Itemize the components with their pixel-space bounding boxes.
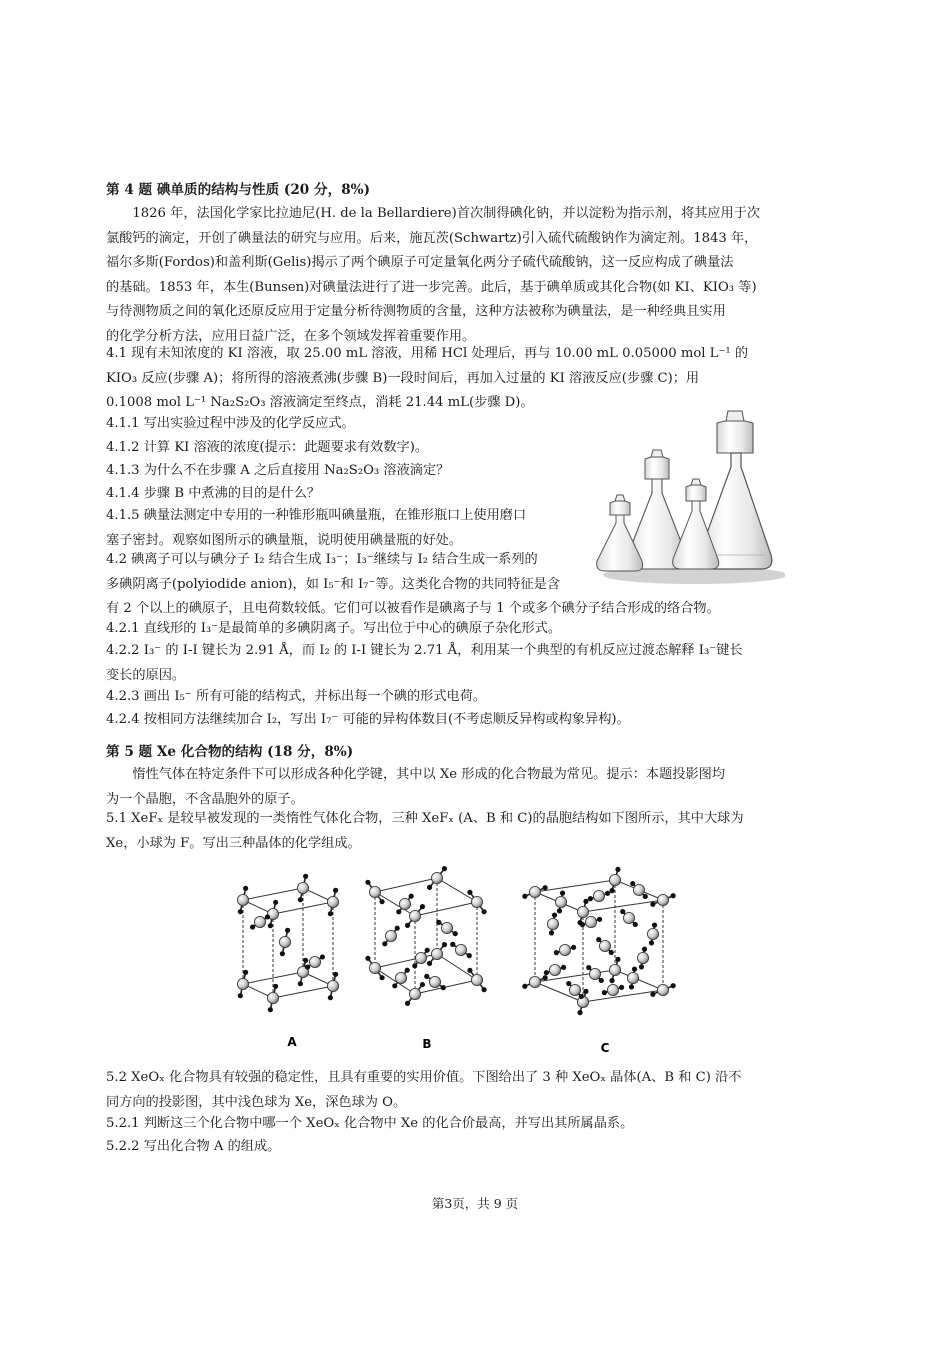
f-atom: [650, 992, 655, 997]
f-atom: [633, 922, 638, 927]
unit-cell-edge: [375, 878, 437, 892]
f-atom: [405, 923, 410, 928]
xe-atom: [549, 964, 560, 975]
q5-intro: [106, 763, 806, 812]
crystal-structure-c: [522, 867, 675, 1015]
f-atom: [320, 954, 325, 959]
xe-atom: [441, 922, 452, 933]
f-atom: [273, 984, 278, 989]
q4-intro: [106, 202, 806, 349]
xe-atom: [569, 984, 580, 995]
f-atom: [303, 958, 308, 963]
f-atom: [619, 985, 624, 990]
xe-atom: [627, 972, 638, 983]
f-atom: [549, 930, 554, 935]
q4-1-5-line: 4.1.5 碘量法测定中专用的一种锥形瓶叫碘量瓶，在锥形瓶口上使用磨口: [106, 508, 527, 523]
f-atom: [671, 983, 676, 988]
q4-2-1: 4.2.1 直线形的 I₃⁻是最简单的多碘阴离子。写出位于中心的碘原子杂化形式。: [106, 621, 562, 636]
f-atom: [642, 947, 647, 952]
f-atom: [649, 940, 654, 945]
xe-atom: [559, 944, 570, 955]
f-atom: [420, 904, 425, 909]
xe-atom: [327, 896, 338, 907]
f-atom: [453, 931, 458, 936]
f-atom: [632, 967, 637, 972]
f-atom: [285, 928, 290, 933]
f-atom: [557, 908, 562, 913]
f-atom: [577, 1010, 582, 1015]
xe-atom: [455, 944, 466, 955]
f-atom: [588, 896, 593, 901]
f-atom: [629, 984, 634, 989]
xe-atom: [297, 882, 308, 893]
q5-intro-line: 惰性气体在特定条件下可以形成各种化学键，其中以 Xe 形成的化合物最为常见。提示：本题投影图均: [132, 767, 726, 782]
q4-2-line: 多碘阴离子(polyiodide anion)，如 I₅⁻和 I₇⁻等。这类化合物的共同特征是含: [106, 576, 561, 592]
f-atom: [268, 1007, 273, 1012]
xe-atom: [267, 992, 278, 1003]
f-atom: [243, 886, 248, 891]
q4-1-line: 0.1008 mol L⁻¹ Na₂S₂O₃ 溶液滴定至终点，消耗 21.44 mL(步骤 D)。: [106, 395, 534, 410]
q4-intro-line: 福尔多斯(Fordos)和盖利斯(Gelis)揭示了两个碘原子可定量氧化两分子硫代硫酸钠，这一反应构成了碘量法: [106, 255, 734, 270]
q5-heading: 第 5 题 Xe 化合物的结构 (18 分，8%): [106, 744, 354, 760]
unit-cell-edge: [437, 954, 477, 980]
q5-intro-line: 为一个晶胞，不含晶胞外的原子。: [106, 791, 304, 807]
unit-cell-edge: [243, 888, 303, 900]
xe-atom: [637, 952, 648, 963]
f-atom: [543, 975, 548, 980]
f-atom: [543, 885, 548, 890]
f-atom: [395, 926, 400, 931]
xe-atom: [431, 948, 442, 959]
xe-atom: [431, 872, 442, 883]
xe-atom: [254, 916, 265, 927]
xefx-crystal-figure: [215, 862, 695, 1062]
f-atom: [280, 951, 285, 956]
crystal-structure-b: [365, 866, 486, 1006]
f-atom: [620, 909, 625, 914]
xe-atom: [385, 930, 396, 941]
f-atom: [268, 923, 273, 928]
q5-2: [106, 1066, 806, 1115]
f-atom: [250, 924, 255, 929]
f-atom: [427, 961, 432, 966]
f-atom: [396, 909, 401, 914]
q5-1-line: 5.1 XeFₓ 是较早被发现的一类惰性气体化合物，三种 XeFₓ (A、B 和 C)的晶胞结构如下图所示，其中大球为: [106, 811, 744, 826]
f-atom: [328, 911, 333, 916]
f-atom: [412, 963, 417, 968]
q4-1-4: 4.1.4 步骤 B 中煮沸的目的是什么？: [106, 486, 321, 501]
f-atom: [630, 881, 635, 886]
f-atom: [379, 975, 384, 980]
xe-atom: [369, 886, 380, 897]
page-footer: 第3页，共 9 页: [431, 1196, 519, 1211]
unit-cell-edge: [415, 902, 477, 916]
q4-intro-line: 与待测物质之间的氧化还原反应用于定量分析待测物质的含量，这种方法被称为碘量法，是一种经典且实用: [106, 304, 726, 319]
unit-cell-edge: [415, 980, 477, 994]
f-atom: [583, 899, 588, 904]
xe-atom: [555, 896, 566, 907]
f-atom: [303, 874, 308, 879]
f-atom: [450, 942, 455, 947]
xe-atom: [327, 980, 338, 991]
f-atom: [238, 909, 243, 914]
q5-1-line: Xe，小球为 F。写出三种晶体的化学组成。: [106, 835, 361, 851]
q4-1-2: 4.1.2 计算 KI 溶液的浓度(提示：此题要求有效数字)。: [106, 440, 429, 455]
f-atom: [333, 888, 338, 893]
f-atom: [609, 888, 614, 893]
xe-atom: [395, 972, 406, 983]
unit-cell-edge: [243, 972, 303, 984]
q5-2-1: 5.2.1 判断这三个化合物中哪一个 XeOₓ 化合物中 Xe 的化合价最高，并写出其所属晶系。: [106, 1116, 634, 1131]
xe-atom: [237, 894, 248, 905]
q4-2-2-line: 4.2.2 I₃⁻ 的 I-I 键长为 2.91 Å，而 I₂ 的 I-I 键长为 2.71 Å，利用某一个典型的有机反应过渡态解释 I₃⁻键长: [106, 643, 743, 658]
f-atom: [405, 968, 410, 973]
f-atom: [522, 894, 527, 899]
q4-2-4: 4.2.4 按相同方法继续加合 I₂，写出 I₇⁻ 可能的异构体数目(不考虑顺反异构或构象异构)。: [106, 712, 630, 727]
q4-1-5: [106, 504, 586, 553]
f-atom: [420, 982, 425, 987]
f-atom: [467, 968, 472, 973]
q4-2-2-line: 变长的原因。: [106, 667, 186, 683]
xe-atom: [279, 936, 290, 947]
xe-atom: [237, 978, 248, 989]
f-atom: [298, 981, 303, 986]
xe-atom: [529, 976, 540, 987]
xe-atom: [647, 928, 658, 939]
f-atom: [442, 866, 447, 871]
unit-cell-edge: [375, 954, 437, 968]
xe-atom: [577, 906, 588, 917]
xe-atom: [409, 910, 420, 921]
xe-atom: [471, 974, 482, 985]
f-atom: [609, 950, 614, 955]
f-atom: [615, 957, 620, 962]
q4-2-line: 4.2 碘离子可以与碘分子 I₂ 结合生成 I₃⁻；I₃⁻继续与 I₂ 结合生成一系列的: [106, 552, 538, 567]
q4-2-2: [106, 639, 806, 688]
f-atom: [583, 989, 588, 994]
xe-atom: [585, 916, 596, 927]
q4-intro-line: 的基础。1853 年，本生(Bunsen)对碘量法进行了进一步完善。此后，基于碘单质或其化合物(如 KI、KIO₃ 等): [106, 279, 757, 295]
xe-atom: [657, 894, 668, 905]
f-atom: [392, 983, 397, 988]
f-atom: [609, 978, 614, 983]
f-atom: [522, 984, 527, 989]
q5-2-line: 5.2 XeOₓ 化合物具有较强的稳定性，且具有重要的实用价值。下图给出了 3 种 XeOₓ 晶体(A、B 和 C) 沿不: [106, 1070, 742, 1085]
xe-atom: [623, 912, 634, 923]
f-atom: [365, 956, 370, 961]
f-atom: [265, 914, 270, 919]
f-atom: [599, 978, 604, 983]
xe-atom: [309, 956, 320, 967]
f-atom: [566, 981, 571, 986]
f-atom: [442, 942, 447, 947]
f-atom: [467, 890, 472, 895]
structure-label-b: B: [422, 1037, 432, 1051]
f-atom: [273, 900, 278, 905]
xe-atom: [657, 984, 668, 995]
f-atom: [365, 880, 370, 885]
f-atom: [571, 945, 576, 950]
f-atom: [298, 897, 303, 902]
f-atom: [328, 995, 333, 1000]
f-atom: [425, 948, 430, 953]
structure-label-c: C: [600, 1041, 610, 1055]
q4-1-1: 4.1.1 写出实验过程中涉及的化学反应式。: [106, 416, 355, 431]
f-atom: [643, 894, 648, 899]
f-atom: [441, 985, 446, 990]
xe-atom: [593, 890, 604, 901]
f-atom: [424, 974, 429, 979]
xe-atom: [409, 988, 420, 999]
f-atom: [652, 923, 657, 928]
xe-atom: [609, 964, 620, 975]
q5-2-line: 同方向的投影图，其中浅色球为 Xe，深色球为 O。: [106, 1094, 407, 1110]
f-atom: [238, 993, 243, 998]
f-atom: [560, 891, 565, 896]
xe-atom: [599, 940, 610, 951]
xe-atom: [589, 968, 600, 979]
q4-1-5-line: 塞子密封。观察如图所示的碘量瓶，说明使用碘量瓶的好处。: [106, 532, 463, 548]
f-atom: [409, 894, 414, 899]
f-atom: [579, 994, 584, 999]
f-atom: [605, 891, 610, 896]
f-atom: [481, 909, 486, 914]
f-atom: [596, 937, 601, 942]
xe-atom: [547, 918, 558, 929]
f-atom: [639, 964, 644, 969]
f-atom: [405, 1001, 410, 1006]
q4-2: [106, 548, 806, 622]
xe-atom: [607, 984, 618, 995]
q4-intro-line: 的化学分析方法，应用日益广泛，在多个领域发挥着重要作用。: [106, 328, 476, 344]
unit-cell-edge: [273, 986, 333, 998]
xe-atom: [415, 952, 426, 963]
structure-label-a: A: [287, 1035, 297, 1049]
f-atom: [305, 964, 310, 969]
f-atom: [597, 917, 602, 922]
q4-2-3: 4.2.3 画出 I₅⁻ 所有可能的结构式，并标出每一个碘的形式电荷。: [106, 689, 487, 704]
xe-atom: [399, 898, 410, 909]
f-atom: [580, 922, 585, 927]
f-atom: [552, 913, 557, 918]
q4-intro-line: 1826 年，法国化学家比拉迪尼(H. de la Bellardiere)首次制得碘化钠，并以淀粉为指示剂，将其应用于次: [132, 206, 761, 221]
f-atom: [544, 970, 549, 975]
f-atom: [586, 965, 591, 970]
xe-atom: [633, 884, 644, 895]
q4-1-line: 4.1 现有未知浓度的 KI 溶液，取 25.00 mL 溶液，用稀 HCl 处理后，再与 10.00 mL 0.05000 mol L⁻¹ 的: [106, 346, 749, 361]
q4-1-line: KIO₃ 反应(步骤 A)；将所得的溶液煮沸(步骤 B)一段时间后，再加入过量的 KI 溶液反应(步骤 C)；用: [106, 370, 700, 386]
xe-atom: [429, 976, 440, 987]
f-atom: [481, 987, 486, 992]
f-atom: [436, 920, 441, 925]
f-atom: [602, 990, 607, 995]
f-atom: [561, 965, 566, 970]
xe-atom: [471, 896, 482, 907]
q5-2-2: 5.2.2 写出化合物 A 的组成。: [106, 1139, 281, 1154]
xe-atom: [609, 874, 620, 885]
xe-atom: [529, 886, 540, 897]
crystal-structure-a: [237, 874, 338, 1013]
f-atom: [379, 899, 384, 904]
f-atom: [671, 893, 676, 898]
f-atom: [427, 885, 432, 890]
q4-heading: 第 4 题 碘单质的结构与性质 (20 分，8%): [106, 182, 370, 198]
q4-2-line: 有 2 个以上的碘原子，且电荷数较低。它们可以被看作是碘离子与 1 个或多个碘分子结合形成的络合物。: [106, 601, 720, 616]
f-atom: [382, 941, 387, 946]
q4-1-3: 4.1.3 为什么不在步骤 A 之后直接用 Na₂S₂O₃ 溶液滴定？: [106, 463, 450, 478]
f-atom: [554, 950, 559, 955]
f-atom: [615, 867, 620, 872]
f-atom: [243, 970, 248, 975]
f-atom: [650, 902, 655, 907]
f-atom: [333, 972, 338, 977]
xe-atom: [369, 962, 380, 973]
q5-1: [106, 807, 806, 856]
q4-intro-line: 氯酸钙的滴定，开创了碘量法的研究与应用。后来，施瓦茨(Schwartz)引入硫代硫酸钠作为滴定剂。1843 年，: [106, 230, 758, 246]
f-atom: [467, 953, 472, 958]
